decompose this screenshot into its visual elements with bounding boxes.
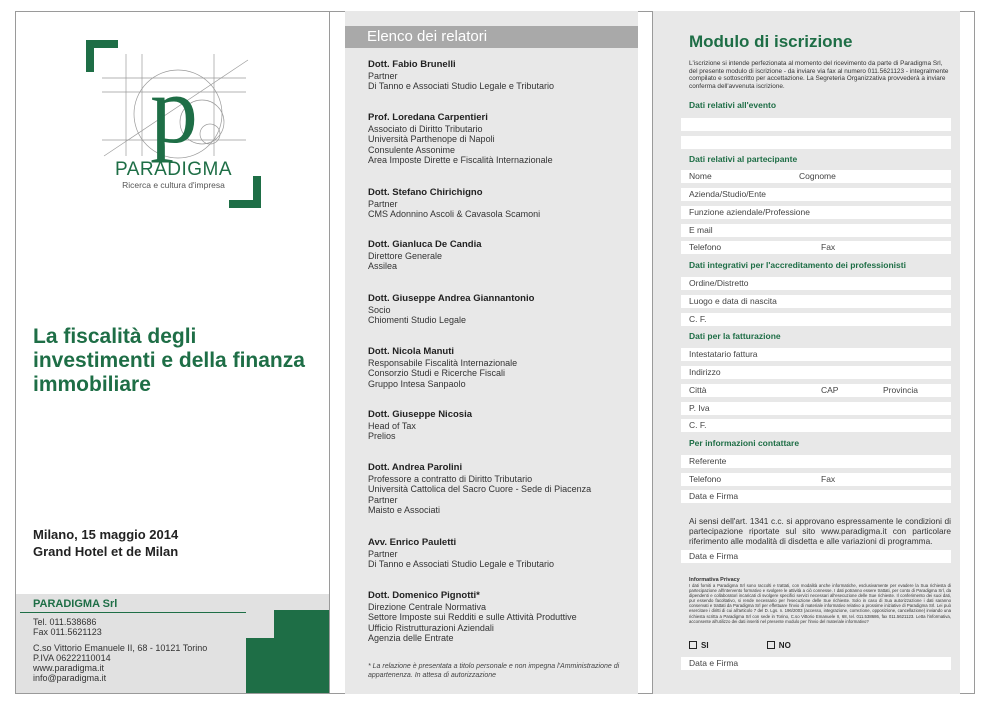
contact-fax: Fax 011.5621123 <box>33 627 102 637</box>
checkbox-no[interactable] <box>767 641 775 649</box>
funzione-field[interactable] <box>681 206 951 219</box>
privacy-title: Informativa Privacy <box>689 577 740 583</box>
contatti-telefono-label: Telefono <box>689 474 722 484</box>
corner-notch <box>246 610 274 638</box>
section-contatti: Per informazioni contattare <box>689 438 800 448</box>
data-firma-label: Data e Firma <box>689 551 739 561</box>
cf-label: C. F. <box>689 314 707 324</box>
speaker-name: Dott. Fabio Brunelli <box>368 59 456 70</box>
speaker-entry <box>368 294 630 326</box>
section-fatturazione: Dati per la fatturazione <box>689 331 781 341</box>
speaker-entry <box>368 188 630 220</box>
data-firma-label: Data e Firma <box>689 491 739 501</box>
speaker-role: Associato di Diritto Tributario <box>368 123 483 134</box>
citta-cap-provincia-field[interactable] <box>681 384 951 397</box>
contact-tel: Tel. 011.538686 <box>33 617 97 627</box>
speakers-footnote: * La relazione è presentata a titolo personale e non impegna l'Amministrazione di appartenenza. In attesa di autorizzazione <box>368 663 620 679</box>
speakers-header <box>345 26 638 48</box>
privacy-consent-row <box>689 641 791 650</box>
data-firma-field-3[interactable] <box>681 657 951 670</box>
speaker-role: Gruppo Intesa Sanpaolo <box>368 378 466 389</box>
speaker-entry <box>368 60 630 92</box>
telefono-label: Telefono <box>689 242 722 252</box>
logo-brand-text: PARADIGMA <box>114 159 233 180</box>
cf-field[interactable] <box>681 313 951 326</box>
consent-yes[interactable] <box>689 641 709 650</box>
speaker-entry <box>368 347 630 389</box>
telefono-fax-field[interactable] <box>681 241 951 254</box>
section-evento: Dati relativi all'evento <box>689 100 777 110</box>
speaker-name: Dott. Domenico Pignotti* <box>368 590 480 601</box>
speaker-role: Di Tanno e Associati Studio Legale e Tributario <box>368 81 554 92</box>
referente-field[interactable] <box>681 455 951 468</box>
ordine-field[interactable] <box>681 277 951 290</box>
speaker-role: Professore a contratto di Diritto Tributario <box>368 473 533 484</box>
contact-email[interactable]: info@paradigma.it <box>33 673 107 683</box>
speaker-entry <box>368 591 630 644</box>
privacy-text: I dati forniti a Paradigma Srl sono raccolti e trattati, con modalità anche informatiche, esclusivamente per evadere la Sua richiesta di partecipazione all'intervento formativo e svolgere le attività a ciò connesse. I dati potranno essere trattati, per conto di Paradigma Srl, da dipendenti e collaboratori incaricati di svolgere specifici servizi necessari all'esecuzione delle Sue richieste. Il conferimento dei suoi dati, pur essendo facoltativo, si rende necessario per l'esecuzione delle Sue richieste. Solo in caso di Sua autorizzazione i dati saranno conservati e trattati da Paradigma Srl per effettuare l'invio di materiale informativo relativo a prossime iniziative di Paradigma Srl. Lei può esercitare i diritti di cui all'articolo 7 del D. Lgs. n. 196/2003 (accesso, integrazione, correzione, opposizione, cancellazione) inviando una richiesta scritta a Paradigma Srl con sede in Torino, C.so Vittorio Emanuele II, 68, tel. 011.538686, fax 011.5621123. Letta l'informativa, acconsente all'utilizzo dei dati inseriti nel presente modulo per l'invio del materiale informativo? <box>689 583 951 624</box>
speaker-role: Università Parthenope di Napoli <box>368 134 495 145</box>
speaker-role: Di Tanno e Associati Studio Legale e Tributario <box>368 559 554 570</box>
speaker-role: Direttore Generale <box>368 250 443 261</box>
speaker-name: Prof. Loredana Carpentieri <box>368 112 488 123</box>
speaker-role: Assilea <box>368 261 398 272</box>
cap-label: CAP <box>821 385 839 395</box>
speaker-role: Università Cattolica del Sacro Cuore - Sede di Piacenza <box>368 484 592 495</box>
speaker-role: Partner <box>368 548 398 559</box>
speakers-heading: Elenco dei relatori <box>367 28 488 45</box>
consent-no-label: NO <box>778 641 791 650</box>
data-firma-label: Data e Firma <box>689 658 739 668</box>
speaker-name: Dott. Gianluca De Candia <box>368 239 482 250</box>
contatti-fax-label: Fax <box>821 474 836 484</box>
citta-label: Città <box>689 385 707 395</box>
speaker-role: Partner <box>368 70 398 81</box>
speaker-name: Dott. Giuseppe Andrea Giannantonio <box>368 293 535 304</box>
speaker-entry <box>368 240 630 272</box>
speaker-entry <box>368 538 630 570</box>
contact-address: C.so Vittorio Emanuele II, 68 - 10121 Torino <box>33 643 208 653</box>
fold-line-left <box>329 11 330 694</box>
nome-label: Nome <box>689 171 712 181</box>
svg-text:p: p <box>150 56 198 163</box>
event-date: Milano, 15 maggio 2014 <box>33 527 179 542</box>
contact-website[interactable]: www.paradigma.it <box>33 663 105 673</box>
azienda-field[interactable] <box>681 188 951 201</box>
consent-no[interactable] <box>767 641 791 650</box>
speaker-role: Ufficio Ristrutturazioni Aziendali <box>368 622 494 633</box>
section-integrativi: Dati integrativi per l'accreditamento dei professionisti <box>689 260 906 270</box>
speaker-name: Avv. Enrico Pauletti <box>368 537 457 548</box>
speaker-role: Head of Tax <box>368 420 416 431</box>
company-divider <box>20 612 250 613</box>
piva-field[interactable] <box>681 402 951 415</box>
azienda-label: Azienda/Studio/Ente <box>689 189 767 199</box>
contatti-telefono-fax-field[interactable] <box>681 473 951 486</box>
form-intro: L'iscrizione si intende perfezionata al momento del ricevimento da parte di Paradigma Srl, del presente modulo di iscrizione - da inviare via fax al numero 011.5621123 - integralmente compilato e sottoscritto per accettazione. La Segreteria Organizzativa provvederà a inviare conferma dell'avvenuta iscrizione. <box>689 60 949 90</box>
piva-label: P. Iva <box>689 403 710 413</box>
cf-fatturazione-label: C. F. <box>689 420 707 430</box>
intestatario-label: Intestatario fattura <box>689 349 758 359</box>
speaker-entry <box>368 463 630 516</box>
speaker-role: Prelios <box>368 431 396 442</box>
luogo-data-field[interactable] <box>681 295 951 308</box>
speaker-role: Chiomenti Studio Legale <box>368 315 467 326</box>
approval-text: Ai sensi dell'art. 1341 c.c. si approvano espressamente le condizioni di partecipazione riportate sul sito www.paradigma.it con particolare riferimento alle modalità di disdetta e alle variazioni di programma. <box>689 516 951 547</box>
speaker-role: Agenzia delle Entrate <box>368 633 454 644</box>
event-venue: Grand Hotel et de Milan <box>33 544 179 559</box>
data-firma-field-2[interactable] <box>681 550 951 563</box>
evento-field-1[interactable] <box>681 118 951 131</box>
event-title: La fiscalità degli investimenti e della finanza immobiliare <box>33 325 305 396</box>
indirizzo-field[interactable] <box>681 366 951 379</box>
company-name: PARADIGMA Srl <box>33 598 118 610</box>
speaker-role: Socio <box>368 304 391 315</box>
provincia-label: Provincia <box>883 385 918 395</box>
speaker-role: Settore Imposte sui Redditi e sulle Attività Produttive <box>368 612 577 623</box>
section-partecipante: Dati relativi al partecipante <box>689 154 798 164</box>
speaker-role: CMS Adonnino Ascoli & Cavasola Scamoni <box>368 209 541 220</box>
event-date-venue <box>33 526 178 560</box>
email-label: E mail <box>689 225 713 235</box>
form-title: Modulo di iscrizione <box>689 32 853 51</box>
speaker-name: Dott. Andrea Parolini <box>368 462 463 473</box>
data-firma-field-1[interactable] <box>681 490 951 503</box>
speaker-role: Consulente Assonime <box>368 144 456 155</box>
consent-yes-label: SI <box>701 641 709 650</box>
evento-field-2[interactable] <box>681 136 951 149</box>
speaker-name: Dott. Stefano Chirichigno <box>368 187 483 198</box>
intestatario-field[interactable] <box>681 348 951 361</box>
luogo-data-label: Luogo e data di nascita <box>689 296 777 306</box>
speaker-role: Consorzio Studi e Ricerche Fiscali <box>368 368 506 379</box>
cf-fatturazione-field[interactable] <box>681 419 951 432</box>
fax-label: Fax <box>821 242 836 252</box>
indirizzo-label: Indirizzo <box>689 367 721 377</box>
speaker-role: Partner <box>368 494 398 505</box>
speaker-role: Direzione Centrale Normativa <box>368 601 487 612</box>
referente-label: Referente <box>689 456 727 466</box>
logo-tagline: Ricerca e cultura d'impresa <box>122 180 225 190</box>
speaker-role: Maisto e Associati <box>368 505 441 516</box>
speaker-role: Area Imposte Dirette e Fiscalità Internazionale <box>368 155 553 166</box>
cognome-label: Cognome <box>799 171 836 181</box>
speaker-name: Dott. Nicola Manuti <box>368 346 455 357</box>
funzione-label: Funzione aziendale/Professione <box>689 207 810 217</box>
speaker-name: Dott. Giuseppe Nicosia <box>368 409 472 420</box>
ordine-label: Ordine/Distretto <box>689 278 749 288</box>
nome-cognome-field[interactable] <box>681 170 951 183</box>
speaker-role: Responsabile Fiscalità Internazionale <box>368 357 518 368</box>
checkbox-yes[interactable] <box>689 641 697 649</box>
contact-piva: P.IVA 06222110014 <box>33 653 111 663</box>
email-field[interactable] <box>681 224 951 237</box>
speaker-role: Partner <box>368 198 398 209</box>
speaker-entry <box>368 410 630 442</box>
speaker-entry <box>368 113 630 166</box>
